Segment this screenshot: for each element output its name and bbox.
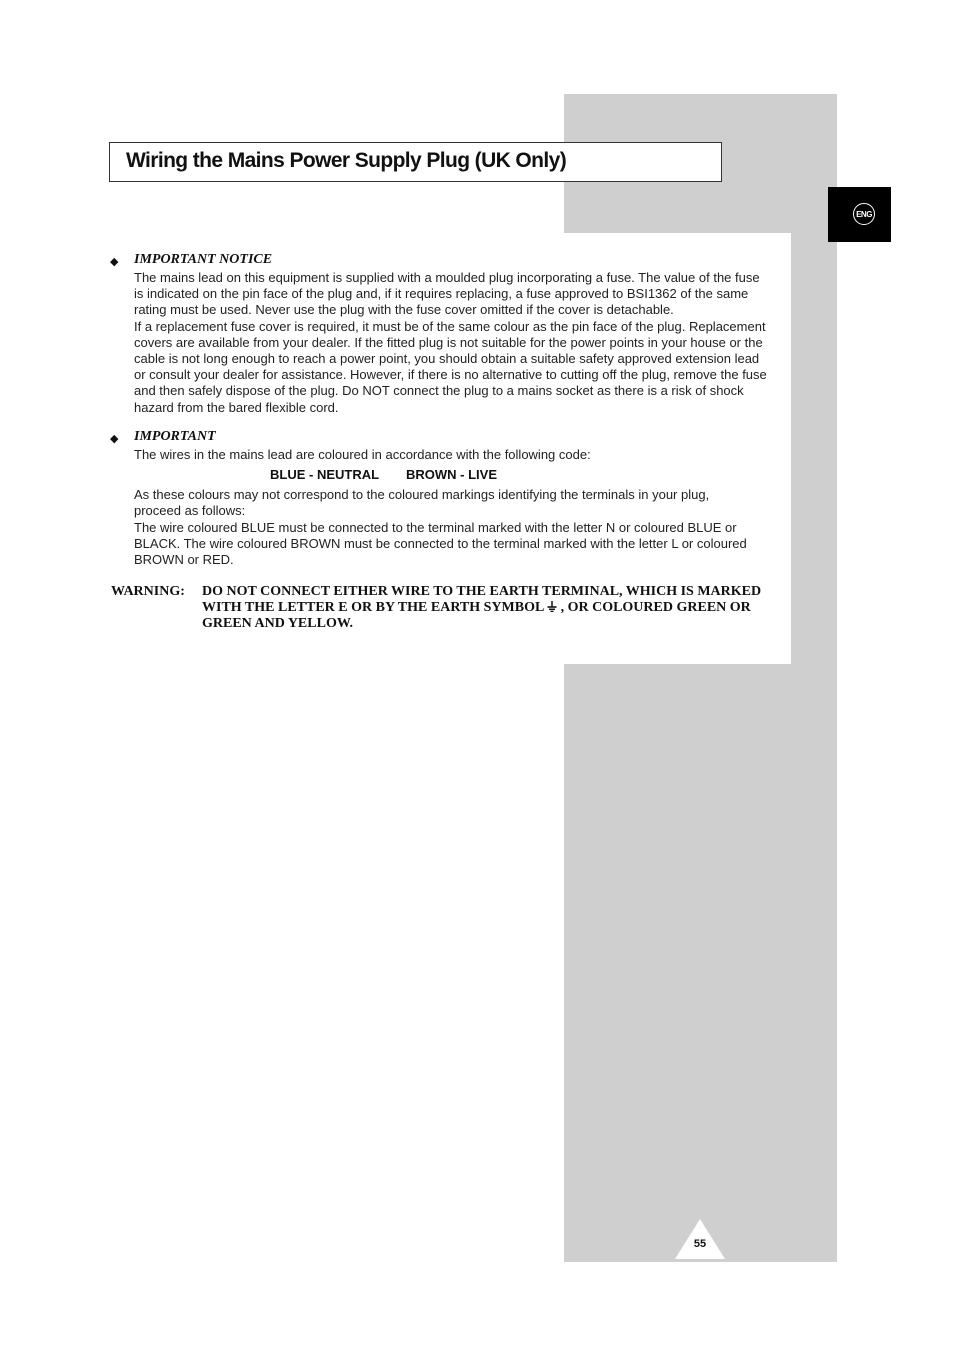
important-notice-section — [110, 252, 770, 416]
warning-text — [202, 584, 762, 633]
important-body-text: As these colours may not correspond to the coloured markings identifying the terminals in your plug, proceed as follows: The wire coloured BLUE must be connected to the terminal marked with the letter N or coloured BLUE or BLACK. The wire coloured BROWN must be connected to the terminal marked with the letter L or coloured BROWN or RED. — [134, 487, 747, 568]
code-blue-neutral: BLUE - NEUTRAL — [270, 467, 380, 482]
language-label: ENG — [856, 209, 872, 219]
page-number: 55 — [693, 1238, 707, 1250]
warning-text-part2: , OR COLOURED GREEN OR GREEN AND YELLOW. — [202, 600, 751, 632]
page-title: Wiring the Mains Power Supply Plug (UK Only) — [126, 149, 567, 172]
language-tab — [828, 187, 891, 242]
important-notice-heading: IMPORTANT NOTICE — [134, 252, 273, 267]
title-box — [109, 142, 722, 182]
important-intro-text: The wires in the mains lead are coloured in accordance with the following code: — [134, 447, 591, 462]
page-number-marker — [674, 1218, 726, 1260]
language-badge — [853, 203, 875, 225]
important-section — [110, 429, 770, 568]
important-heading: IMPORTANT — [134, 429, 216, 444]
code-brown-live: BROWN - LIVE — [406, 467, 497, 482]
diamond-bullet-icon: ◆ — [110, 256, 119, 268]
important-notice-text: The mains lead on this equipment is supplied with a moulded plug incorporating a fuse. The value of the fuse is indicated on the pin face of the plug and, if it requires replacing, a fuse approved to BSI1362 of the same rating must be used. Never use the plug with the fuse cover omitted if the cover is detachable. If a replacement fuse cover is required, it must be of the same colour as the pin face of the plug. Replacement covers are available from your dealer. If the fitted plug is not suitable for the power points in your house or the cable is not long enough to reach a power point, you should obtain a suitable safety approved extension lead or consult your dealer for assistance. However, if there is no alternative to cutting off the plug, remove the fuse and then safely dispose of the plug. Do NOT connect the plug to a mains socket as there is a risk of shock hazard from the bared flexible cord. — [134, 270, 767, 415]
warning-label: WARNING: — [111, 584, 185, 599]
warning-text-part1: DO NOT CONNECT EITHER WIRE TO THE EARTH TERMINAL, WHICH IS MARKED WITH THE LETTER E OR BY THE EARTH SYMBOL — [202, 584, 762, 616]
earth-symbol-icon — [547, 601, 557, 612]
diamond-bullet-icon: ◆ — [110, 433, 119, 445]
